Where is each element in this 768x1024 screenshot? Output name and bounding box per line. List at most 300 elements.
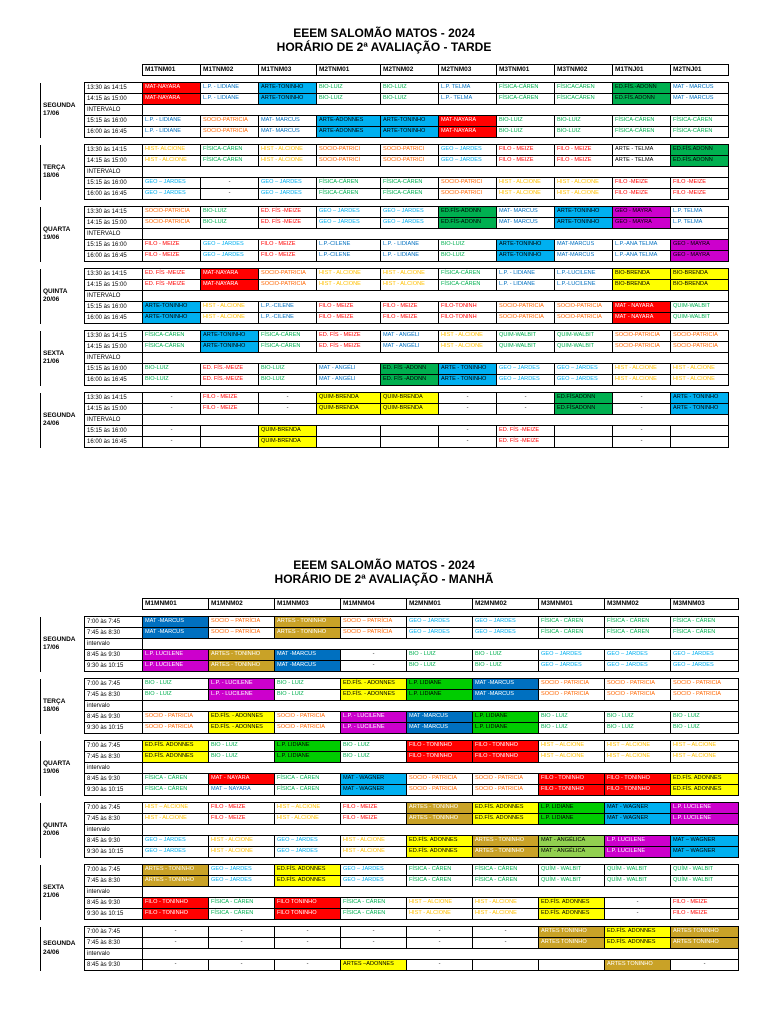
tarde-schedule-cell: HIST - ALCIONE: [317, 269, 381, 280]
manha-schedule-cell: L.P. - LUCILENE: [209, 679, 275, 690]
manha-time-slot: 9:30 às 10:15: [85, 661, 143, 672]
manha-schedule-cell: QUÍM - WALBIT: [605, 865, 671, 876]
manha-schedule-cell: FÍSICA - CÁREN: [473, 865, 539, 876]
tarde-schedule-cell: FILO - MEIZE: [143, 251, 201, 262]
tarde-schedule-cell: BIO-LUIZ: [317, 94, 381, 105]
tarde-schedule-cell: SOCIO-PATRICI: [381, 145, 439, 156]
tarde-schedule-cell: ED.FÍSADONN: [555, 393, 613, 404]
manha-time-slot: 9:30 às 10:15: [85, 785, 143, 796]
manha-schedule-cell: GEO – JARDES: [605, 650, 671, 661]
tarde-time-slot: 15:15 às 16:00: [85, 302, 143, 313]
tarde-schedule-cell: SOCIO-PATRICIA: [259, 269, 317, 280]
tarde-schedule-row: [41, 207, 729, 218]
manha-schedule-cell: ARTES - TONINHO: [209, 661, 275, 672]
tarde-schedule-cell: HIST - ALCIONE: [613, 364, 671, 375]
tarde-schedule-cell: FILO-TONINH: [439, 302, 497, 313]
manha-schedule-cell: GEO – JARDES: [209, 865, 275, 876]
tarde-schedule-cell: -: [497, 404, 555, 415]
manha-schedule-cell: SOCIO - PATRICIA: [605, 690, 671, 701]
manha-schedule-cell: FILO - TONINHO: [473, 741, 539, 752]
tarde-schedule-row: [41, 404, 729, 415]
tarde-schedule-cell: BIO-LUIZ: [381, 83, 439, 94]
tarde-schedule-row: [41, 375, 729, 386]
manha-schedule-cell: FILO - TONINHO: [605, 774, 671, 785]
manha-schedule-cell: FILO - MEIZE: [209, 814, 275, 825]
tarde-schedule-cell: FÍSICA-CÁREN: [613, 116, 671, 127]
tarde-schedule-cell: L.P. - LIDIANE: [497, 269, 555, 280]
tarde-schedule-cell: GEO – JARDES: [259, 189, 317, 200]
manha-schedule-cell: ED.FÍS. - ADONNES: [209, 712, 275, 723]
tarde-schedule-cell: L.P. - LIDIANE: [201, 94, 259, 105]
manha-schedule-cell: L.P. LIDIANE: [407, 679, 473, 690]
manha-schedule-cell: GEO – JARDES: [671, 650, 739, 661]
manha-schedule-cell: ARTES –ADONNES: [341, 960, 407, 971]
manha-column-header: M1MNM04: [341, 599, 407, 610]
manha-schedule-cell: MAT -MARCUS: [473, 690, 539, 701]
tarde-time-slot: 15:15 às 16:00: [85, 116, 143, 127]
manha-day-label: SEGUNDA 17/06: [41, 617, 85, 672]
manha-schedule-cell: SOCIO - PATRICIA: [143, 723, 209, 734]
tarde-schedule-cell: FILO - MEIZE: [381, 313, 439, 324]
tarde-schedule-cell: BIO-LUIZ: [259, 364, 317, 375]
tarde-schedule-cell: FILO - MEIZE: [317, 302, 381, 313]
manha-schedule-cell: FILO - MEIZE: [209, 803, 275, 814]
manha-schedule-cell: -: [209, 927, 275, 938]
manha-schedule-row: [41, 661, 739, 672]
tarde-schedule-cell: HIST - ALCIONE: [381, 280, 439, 291]
manha-schedule-cell: HIST – ALCIONE: [671, 741, 739, 752]
tarde-schedule-cell: BIO-LUIZ: [201, 218, 259, 229]
manha-column-header: M3MNM03: [671, 599, 739, 610]
manha-schedule-cell: BIO - LUIZ: [407, 661, 473, 672]
tarde-schedule-cell: BIO-LUIZ: [317, 83, 381, 94]
manha-schedule-cell: FÍSICA - CÁREN: [341, 898, 407, 909]
tarde-schedule-row: [41, 156, 729, 167]
manha-schedule-cell: FILO TONINHO: [275, 909, 341, 920]
tarde-schedule-cell: BIO-BRENDA: [671, 280, 729, 291]
tarde-schedule-row: [41, 342, 729, 353]
manha-schedule-cell: SOCIO - PATRICIA: [473, 785, 539, 796]
tarde-schedule-cell: FÍSICA-CÁREN: [317, 189, 381, 200]
tarde-schedule-cell: BIO-LUIZ: [381, 94, 439, 105]
manha-interval-row: [143, 701, 739, 712]
manha-schedule-cell: FILO - TONINHO: [605, 785, 671, 796]
tarde-schedule-cell: -: [497, 393, 555, 404]
manha-schedule-row: [41, 898, 739, 909]
manha-schedule-cell: L.P. LUCILENE: [605, 847, 671, 858]
tarde-schedule-row: [41, 83, 729, 94]
tarde-schedule-cell: FILO -MEIZE: [613, 189, 671, 200]
manha-schedule-cell: FÍSICA - CÁREN: [209, 909, 275, 920]
tarde-time-slot: 14:15 às 15:00: [85, 280, 143, 291]
tarde-schedule-cell: ARTE-TONINHO: [143, 302, 201, 313]
tarde-day-label: SEXTA 21/06: [41, 331, 85, 386]
manha-schedule-cell: ARTES - TONINHO: [143, 865, 209, 876]
manha-time-slot: 7:45 às 8:30: [85, 752, 143, 763]
manha-time-slot: 7:00 às 7:45: [85, 803, 143, 814]
tarde-schedule-cell: BIO-BRENDA: [671, 269, 729, 280]
tarde-column-header: M2TNJ01: [671, 65, 729, 76]
manha-schedule-cell: L.P. LIDIANE: [407, 690, 473, 701]
tarde-schedule-cell: MAT- MARCUS: [497, 207, 555, 218]
manha-schedule-cell: MAT - ANGÉLICA: [539, 836, 605, 847]
manha-schedule-row: [41, 741, 739, 752]
tarde-schedule-cell: L.P. - LIDIANE: [143, 127, 201, 138]
tarde-interval-row: [143, 229, 729, 240]
tarde-schedule-cell: MAT-NAYARA: [439, 127, 497, 138]
manha-title-2: HORÁRIO DE 2ª AVALIAÇÃO - MANHÃ: [274, 572, 494, 586]
manha-schedule-cell: SOCIO - PATRICIA: [671, 679, 739, 690]
tarde-schedule-cell: ED. FÍS -MEIZE: [259, 218, 317, 229]
manha-column-header: M3MNM02: [605, 599, 671, 610]
tarde-schedule-cell: L.P.-LUCILENE: [555, 280, 613, 291]
manha-schedule-cell: ARTES - TONINHO: [473, 836, 539, 847]
tarde-schedule-cell: ARTE-TONINHO: [497, 240, 555, 251]
manha-schedule-cell: MAT -MARCUS: [473, 679, 539, 690]
manha-schedule-cell: MAT - WAGNER: [341, 774, 407, 785]
tarde-schedule-cell: FILO -MEIZE: [613, 178, 671, 189]
tarde-interval-label: INTERVALO: [85, 167, 143, 178]
tarde-schedule-row: [41, 313, 729, 324]
manha-schedule-row: [41, 763, 739, 774]
tarde-schedule-cell: MAT- MARCUS: [259, 116, 317, 127]
tarde-schedule-cell: QUIM-WALBIT: [497, 342, 555, 353]
tarde-schedule-cell: FILO - MEIZE: [555, 145, 613, 156]
tarde-schedule-cell: FILO - MEIZE: [143, 240, 201, 251]
manha-schedule-row: [41, 927, 739, 938]
tarde-schedule-cell: ARTE-TONINHO: [555, 207, 613, 218]
tarde-time-slot: 13:30 às 14:15: [85, 145, 143, 156]
manha-schedule-row: [41, 628, 739, 639]
manha-schedule-cell: -: [275, 938, 341, 949]
tarde-schedule-cell: BIO-LUIZ: [555, 127, 613, 138]
manha-schedule-cell: MAT - NAYARA: [209, 774, 275, 785]
manha-schedule-cell: SOCIO - PATRICIA: [671, 690, 739, 701]
manha-schedule-cell: HIST – ALCIONE: [539, 752, 605, 763]
tarde-schedule-cell: SOCIO-PATRICIA: [201, 127, 259, 138]
tarde-schedule-cell: SOCIO-PATRICIA: [201, 116, 259, 127]
tarde-schedule-cell: HIST - ALCIONE: [201, 302, 259, 313]
manha-schedule-cell: HIST - ALCIONE: [341, 836, 407, 847]
tarde-schedule-cell: ED.FÍS.ADONN: [613, 94, 671, 105]
tarde-schedule-cell: ED.FÍS.-ADONN: [613, 83, 671, 94]
manha-schedule-cell: L.P. LUCILENE: [671, 803, 739, 814]
manha-schedule-cell: L.P. LIDIANE: [473, 712, 539, 723]
manha-schedule-cell: ED.FÍS. ADONNES: [539, 909, 605, 920]
manha-schedule-cell: HIST - ALCIONE: [341, 847, 407, 858]
tarde-schedule-row: [41, 251, 729, 262]
tarde-schedule-cell: GEO – JARDES: [317, 218, 381, 229]
tarde-schedule-cell: QUIM-WALBIT: [671, 302, 729, 313]
tarde-schedule-cell: MAT-MARCUS: [555, 251, 613, 262]
tarde-schedule-cell: -: [439, 437, 497, 448]
tarde-schedule-cell: L.P..-CILENE: [259, 313, 317, 324]
tarde-schedule-cell: SOCIO-PATRICI: [381, 156, 439, 167]
tarde-schedule-cell: ARTE-TONINHO: [201, 342, 259, 353]
manha-schedule-cell: FÍSICA - CÁREN: [275, 785, 341, 796]
manha-schedule-cell: FÍSICA - CÁREN: [143, 774, 209, 785]
manha-schedule-row: [41, 639, 739, 650]
tarde-interval-label: INTERVALO: [85, 105, 143, 116]
tarde-schedule-row: [41, 302, 729, 313]
tarde-schedule-cell: [317, 437, 381, 448]
tarde-interval-row: [143, 415, 729, 426]
manha-column-header: M2MNM02: [473, 599, 539, 610]
manha-column-header: M1MNM02: [209, 599, 275, 610]
manha-schedule-cell: MAT -MARCUS: [143, 617, 209, 628]
tarde-schedule-cell: BIO-LUIZ: [497, 116, 555, 127]
tarde-time-slot: 16:00 às 16:45: [85, 127, 143, 138]
tarde-schedule-cell: MAT-NAYARA: [143, 94, 201, 105]
manha-schedule-cell: -: [143, 927, 209, 938]
manha-schedule-cell: MAT – WAGNER: [671, 836, 739, 847]
manha-schedule-cell: ARTES TONINHO: [539, 938, 605, 949]
tarde-schedule-cell: L.P.-ANA TELMA: [613, 251, 671, 262]
tarde-time-slot: 16:00 às 16:45: [85, 251, 143, 262]
manha-schedule-cell: GEO – JARDES: [143, 847, 209, 858]
manha-schedule-cell: ED.FÍS. ADONNES: [605, 938, 671, 949]
manha-interval-label: intervalo: [85, 701, 143, 712]
tarde-schedule-row: [41, 116, 729, 127]
tarde-schedule-cell: FÍSICACÁREN: [555, 83, 613, 94]
tarde-schedule-cell: ED. FÍS - MEIZE: [317, 331, 381, 342]
manha-interval-row: [143, 639, 739, 650]
manha-schedule-cell: SOCIO - PATRICIA: [143, 712, 209, 723]
manha-schedule-row: [41, 847, 739, 858]
manha-schedule-cell: L.P. LUCILENE: [143, 661, 209, 672]
manha-time-slot: 7:00 às 7:45: [85, 741, 143, 752]
tarde-schedule-cell: SOCIO-PATRICIA: [671, 342, 729, 353]
manha-column-header: M1MNM01: [143, 599, 209, 610]
tarde-schedule-cell: L.P. - LIDIANE: [497, 280, 555, 291]
manha-schedule-cell: SOCIO - PATRICIA: [473, 774, 539, 785]
manha-schedule-cell: ARTES - TONINHO: [143, 876, 209, 887]
manha-schedule-cell: BIO - LUIZ: [143, 679, 209, 690]
tarde-time-slot: 13:30 às 14:15: [85, 331, 143, 342]
tarde-schedule-cell: L.P.-CILENE: [317, 240, 381, 251]
manha-schedule-cell: ED.FÍS. - ADONNES: [209, 723, 275, 734]
tarde-schedule-cell: L.P. - LIDIANE: [381, 251, 439, 262]
tarde-interval-label: INTERVALO: [85, 229, 143, 240]
tarde-day-label: SEGUNDA 17/06: [41, 83, 85, 138]
tarde-schedule-cell: ARTE-TONINHO: [259, 94, 317, 105]
manha-schedule-row: [41, 814, 739, 825]
tarde-schedule-cell: MAT-NAYARA: [201, 269, 259, 280]
tarde-schedule-cell: ED. FÍS -ADONN: [381, 375, 439, 386]
tarde-schedule-cell: QUIM-BRENDA: [259, 426, 317, 437]
manha-schedule-cell: FÍSICA - CÁREN: [407, 876, 473, 887]
tarde-time-slot: 13:30 às 14:15: [85, 393, 143, 404]
tarde-schedule-cell: FÍSICA-CÁREN: [439, 280, 497, 291]
manha-schedule-cell: ARTES - TONINHO: [473, 847, 539, 858]
manha-schedule-cell: FILO - TONINHO: [143, 898, 209, 909]
manha-column-header: M3MNM01: [539, 599, 605, 610]
tarde-schedule-cell: ARTE-TONINHO: [555, 218, 613, 229]
tarde-schedule-cell: HIST - ALCIONE: [143, 156, 201, 167]
manha-time-slot: 8:45 às 9:30: [85, 960, 143, 971]
tarde-schedule-cell: [671, 437, 729, 448]
manha-schedule-cell: ED.FÍS. ADONNES: [143, 752, 209, 763]
tarde-schedule-cell: FÍSICA-CÁREN: [381, 189, 439, 200]
manha-schedule-cell: FÍSICA - CÁREN: [539, 628, 605, 639]
manha-schedule-cell: BIO - LUIZ: [341, 752, 407, 763]
manha-interval-row: [143, 887, 739, 898]
manha-schedule-cell: QUÍM - WALBIT: [671, 876, 739, 887]
tarde-schedule-row: [41, 269, 729, 280]
manha-schedule-cell: ARTES - TONINHO: [407, 803, 473, 814]
manha-schedule-row: [41, 938, 739, 949]
manha-schedule-row: [41, 836, 739, 847]
tarde-schedule-cell: HIST - ALCIONE: [555, 189, 613, 200]
manha-schedule-cell: ARTES - TONINHO: [407, 814, 473, 825]
manha-schedule-cell: L.P. LUCILENE: [671, 814, 739, 825]
tarde-schedule-cell: HIST - ALCIONE: [671, 375, 729, 386]
tarde-schedule-cell: ED. FÍS.-MEIZE: [201, 364, 259, 375]
manha-schedule-row: [41, 723, 739, 734]
manha-interval-row: [143, 825, 739, 836]
tarde-schedule-cell: [555, 426, 613, 437]
tarde-schedule-cell: HIST - ALCIONE: [439, 331, 497, 342]
manha-schedule-row: [41, 825, 739, 836]
tarde-schedule-cell: MAT-NAYARA: [439, 116, 497, 127]
manha-schedule-cell: MAT - ANGÉLICA: [539, 847, 605, 858]
manha-schedule-cell: GEO – JARDES: [341, 865, 407, 876]
tarde-column-header: M2TNM02: [381, 65, 439, 76]
manha-schedule-cell: HIST – ALCIONE: [143, 803, 209, 814]
tarde-schedule-cell: HIST - ALCIONE: [439, 342, 497, 353]
manha-schedule-row: [41, 712, 739, 723]
manha-schedule-cell: GEO – JARDES: [473, 617, 539, 628]
tarde-schedule-cell: ARTE - TELMA: [613, 145, 671, 156]
manha-schedule-cell: HIST – ALCIONE: [539, 741, 605, 752]
manha-schedule-cell: -: [671, 960, 739, 971]
tarde-schedule-cell: FILO - MEIZE: [201, 393, 259, 404]
manha-schedule-cell: -: [407, 938, 473, 949]
manha-schedule-cell: BIO - LUIZ: [209, 752, 275, 763]
manha-schedule-cell: FILO - TONINHO: [539, 774, 605, 785]
tarde-schedule-cell: L.P. TELMA: [439, 83, 497, 94]
tarde-schedule-cell: GEO – JARDES: [439, 145, 497, 156]
tarde-schedule-cell: L.P.- TELMA: [439, 94, 497, 105]
manha-schedule-cell: HIST - ALCIONE: [275, 814, 341, 825]
tarde-schedule-cell: GEO – JARDES: [201, 251, 259, 262]
manha-column-header: M2MNM01: [407, 599, 473, 610]
manha-schedule-cell: -: [407, 960, 473, 971]
manha-schedule-row: [41, 960, 739, 971]
tarde-schedule-cell: L.P.-LUCILENE: [555, 269, 613, 280]
manha-schedule-cell: FILO - MEIZE: [341, 803, 407, 814]
manha-schedule-cell: BIO - LUIZ: [671, 723, 739, 734]
manha-schedule-cell: -: [341, 927, 407, 938]
manha-schedule-cell: QUÍM - WALBIT: [539, 876, 605, 887]
tarde-day-label: QUINTA 20/06: [41, 269, 85, 324]
tarde-schedule-cell: FÍSICA-CÁREN: [497, 94, 555, 105]
manha-schedule-cell: GEO – JARDES: [539, 661, 605, 672]
tarde-schedule-cell: L.P. TELMA: [671, 218, 729, 229]
tarde-schedule-cell: FÍSICA-CÁREN: [143, 342, 201, 353]
manha-schedule-cell: GEO – JARDES: [275, 836, 341, 847]
manha-schedule-cell: FILO - MEIZE: [671, 909, 739, 920]
manha-schedule-cell: FILO - TONINHO: [473, 752, 539, 763]
tarde-schedule-cell: MAT - ANGÉLI: [381, 342, 439, 353]
manha-schedule-cell: SOCIO – PATRÍCIA: [209, 617, 275, 628]
manha-schedule-cell: GEO – JARDES: [209, 876, 275, 887]
tarde-interval-row: [143, 167, 729, 178]
manha-interval-label: intervalo: [85, 949, 143, 960]
manha-schedule-cell: BIO - LUIZ: [539, 723, 605, 734]
tarde-schedule-cell: BIO-LUIZ: [259, 375, 317, 386]
tarde-schedule-cell: FÍSICA-CÁREN: [381, 178, 439, 189]
tarde-schedule-cell: GEO – JARDES: [381, 207, 439, 218]
manha-schedule-cell: -: [209, 938, 275, 949]
tarde-schedule-cell: ED. FÍS -MEIZE: [497, 426, 555, 437]
manha-day-label: QUINTA 20/06: [41, 803, 85, 858]
manha-schedule-cell: L.P. LUCILENE: [605, 836, 671, 847]
manha-schedule-cell: FÍSICA - CÁREN: [539, 617, 605, 628]
tarde-schedule-cell: ED. FÍS -MEIZE: [497, 437, 555, 448]
tarde-column-header: M2TNM03: [439, 65, 497, 76]
tarde-schedule-cell: ED.FÍS.ADONN: [671, 156, 729, 167]
tarde-schedule-cell: -: [201, 178, 259, 189]
tarde-schedule-cell: MAT - MARCUS: [671, 94, 729, 105]
tarde-day-label: SEGUNDA 24/06: [41, 393, 85, 448]
tarde-time-slot: 15:15 às 16:00: [85, 178, 143, 189]
manha-schedule-cell: BIO - LUIZ: [539, 712, 605, 723]
tarde-time-slot: 13:30 às 14:15: [85, 269, 143, 280]
tarde-schedule-cell: SOCIO-PATRICIA: [497, 302, 555, 313]
tarde-schedule-cell: SOCIO-PATRICI: [317, 156, 381, 167]
manha-schedule-cell: SOCIO – PATRÍCIA: [209, 628, 275, 639]
tarde-schedule-cell: BIO-BRENDA: [613, 269, 671, 280]
manha-schedule-cell: ED.FÍS. - ADONNES: [341, 690, 407, 701]
tarde-schedule-cell: FILO - MEIZE: [555, 156, 613, 167]
manha-schedule-row: [41, 949, 739, 960]
manha-schedule-cell: GEO – JARDES: [341, 876, 407, 887]
manha-schedule-cell: GEO – JARDES: [275, 847, 341, 858]
tarde-schedule-row: [41, 94, 729, 105]
manha-schedule-cell: HIST - ALCIONE: [407, 909, 473, 920]
tarde-schedule-cell: FILO -MEIZE: [671, 178, 729, 189]
manha-schedule-cell: SOCIO - PATRICIA: [539, 690, 605, 701]
tarde-schedule-row: [41, 167, 729, 178]
manha-schedule-cell: GEO – JARDES: [407, 628, 473, 639]
manha-schedule-table: [40, 598, 739, 971]
manha-time-slot: 7:45 às 8:30: [85, 876, 143, 887]
tarde-schedule-table: [40, 64, 729, 448]
manha-schedule-row: [41, 887, 739, 898]
tarde-column-header: M3TNM01: [497, 65, 555, 76]
tarde-schedule-cell: QUIM-BRENDA: [259, 437, 317, 448]
manha-schedule-cell: MAT -MARCUS: [275, 661, 341, 672]
tarde-schedule-cell: -: [259, 393, 317, 404]
tarde-schedule-cell: L.P. TELMA: [671, 207, 729, 218]
tarde-schedule-cell: MAT-NAYARA: [201, 280, 259, 291]
manha-schedule-cell: QUÍM - WALBIT: [605, 876, 671, 887]
tarde-schedule-cell: SOCIO-PATRICIA: [497, 313, 555, 324]
tarde-schedule-cell: MAT - MARCUS: [671, 83, 729, 94]
tarde-schedule-row: [41, 229, 729, 240]
tarde-schedule-row: [41, 178, 729, 189]
tarde-schedule-row: [41, 415, 729, 426]
tarde-interval-row: [143, 353, 729, 364]
tarde-schedule-row: [41, 331, 729, 342]
tarde-schedule-cell: -: [201, 189, 259, 200]
manha-interval-row: [143, 763, 739, 774]
tarde-schedule-cell: HIST - ALCIONE: [497, 189, 555, 200]
tarde-schedule-cell: -: [143, 393, 201, 404]
tarde-schedule-cell: -: [143, 437, 201, 448]
manha-schedule-cell: -: [341, 938, 407, 949]
